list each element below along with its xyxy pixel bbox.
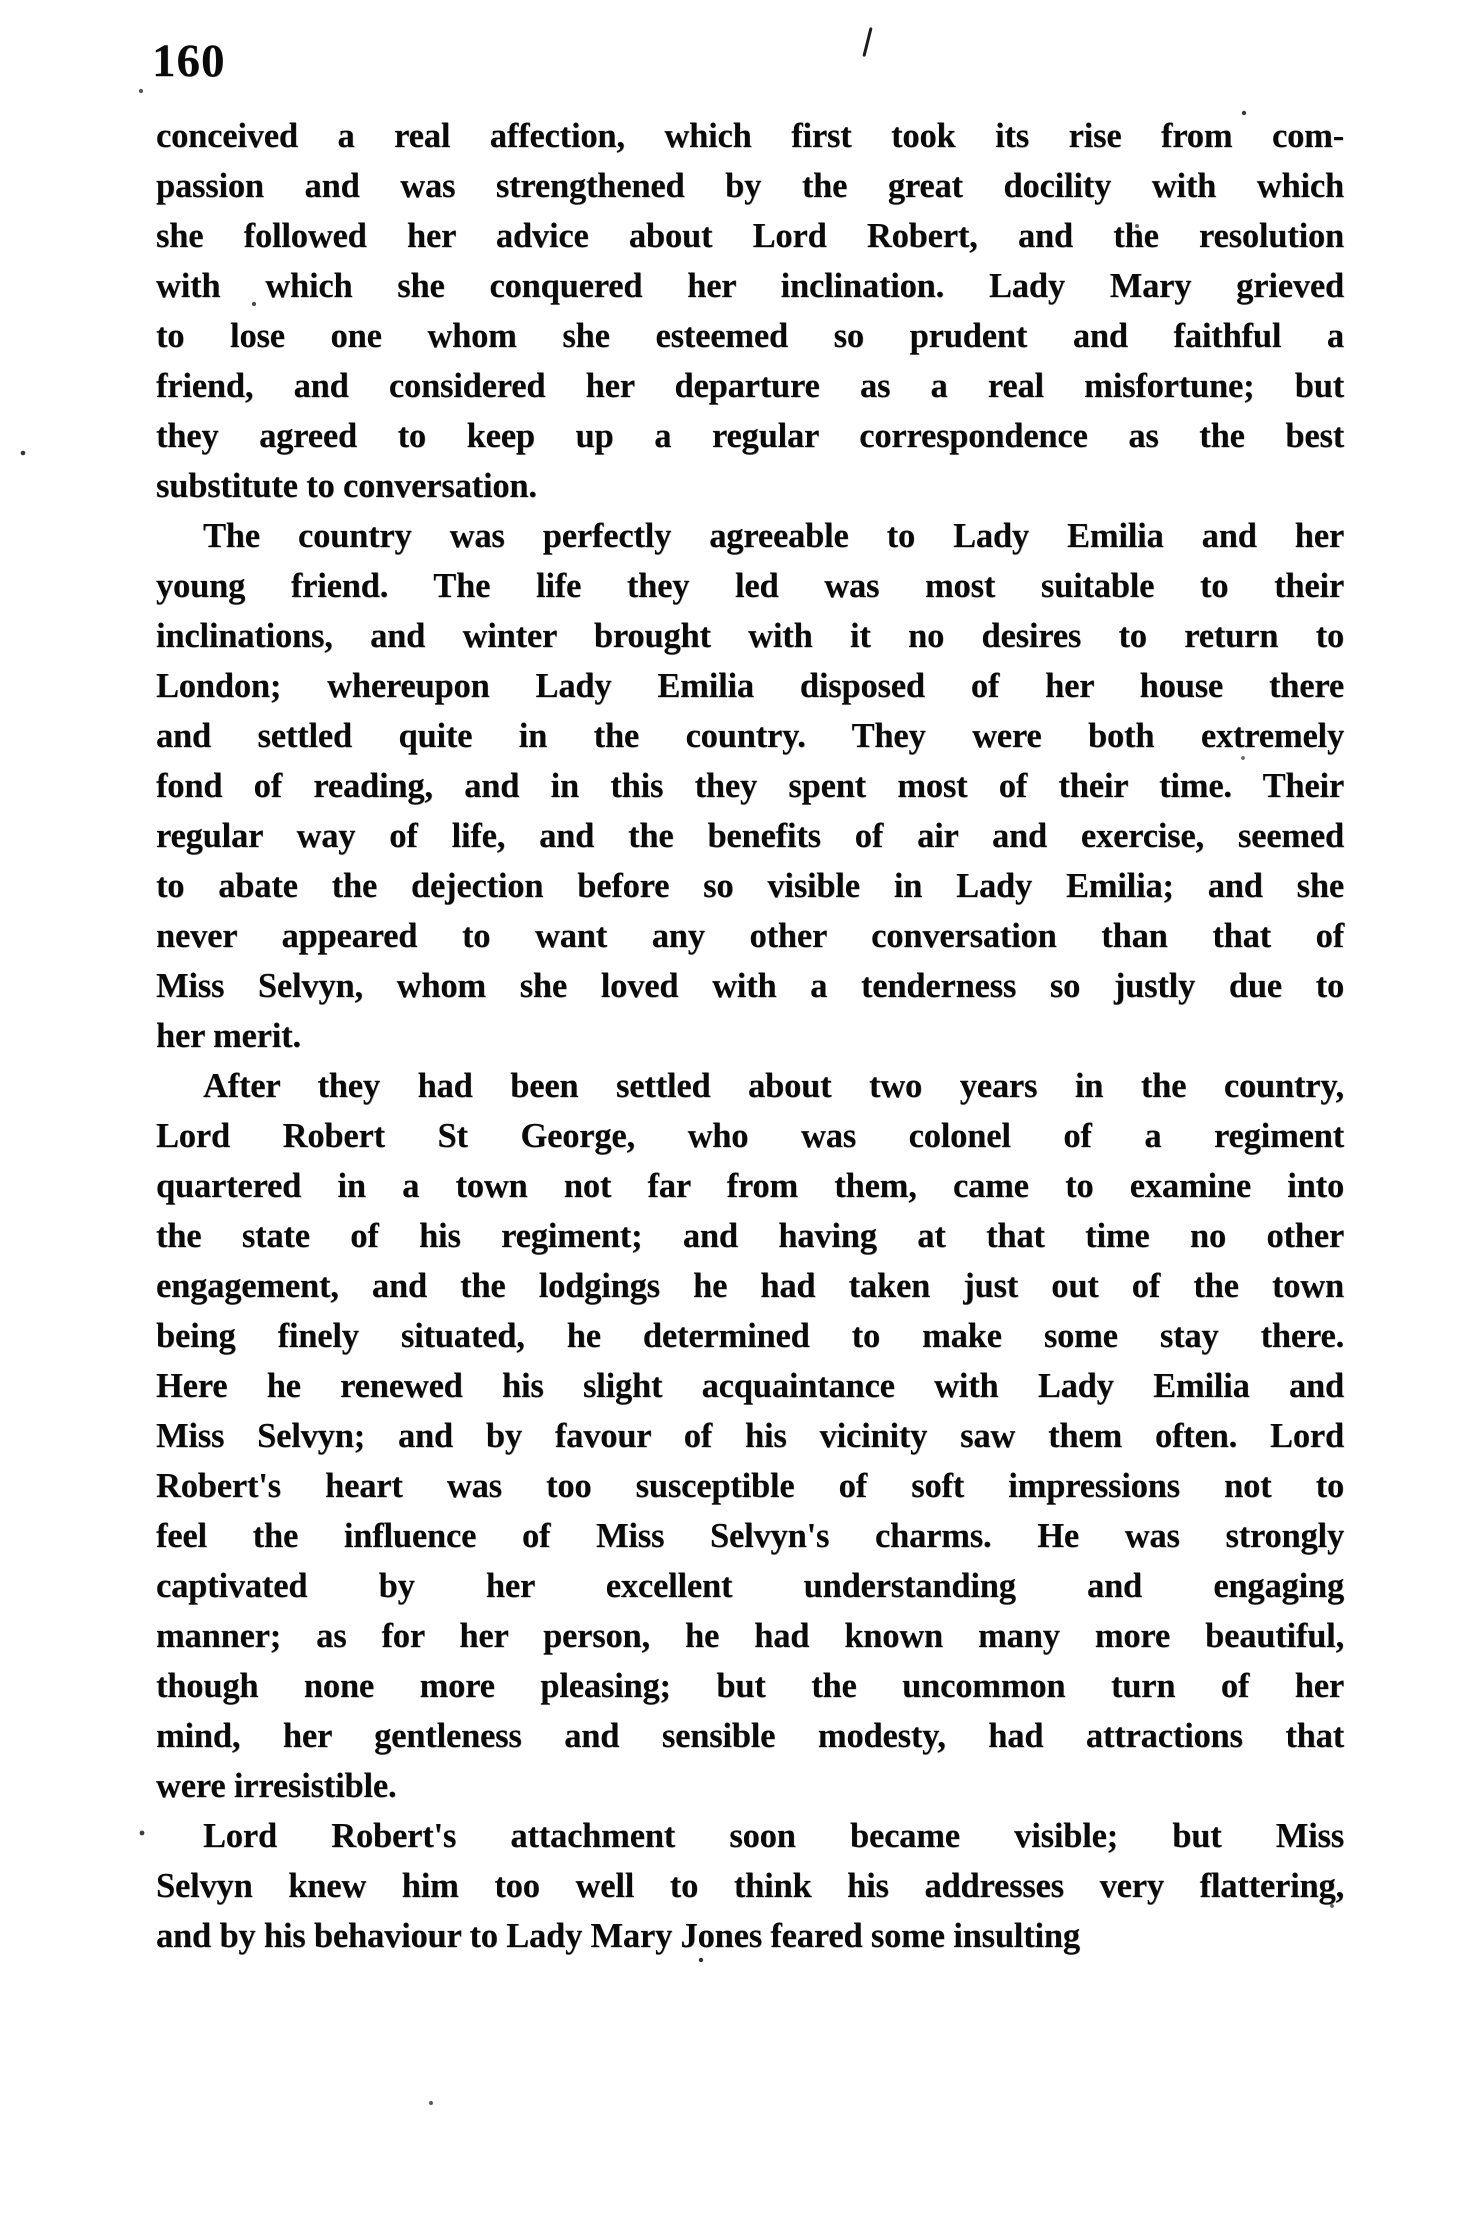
text-line: being finely situated, he determined to make some stay there. — [156, 1317, 1344, 1355]
text-line: The country was perfectly agreeable to Lady Emilia and her — [203, 517, 1344, 555]
text-line: were irresistible. — [156, 1767, 397, 1805]
text-line: quartered in a town not far from them, came to examine into — [156, 1167, 1344, 1205]
text-line: After they had been settled about two years in the country, — [203, 1067, 1344, 1105]
scan-speckles — [0, 0, 2, 2]
text-line: mind, her gentleness and sensible modesty, had attractions that — [156, 1717, 1344, 1755]
text-line: London; whereupon Lady Emilia disposed of her house there — [156, 667, 1344, 705]
scan-artifact-mark — [862, 27, 872, 57]
text-line: passion and was strengthened by the great docility with which — [156, 167, 1344, 205]
paragraph — [156, 511, 1344, 1061]
text-line: Here he renewed his slight acquaintance with Lady Emilia and — [156, 1367, 1344, 1405]
text-line: young friend. The life they led was most suitable to their — [156, 567, 1344, 605]
text-line: with which she conquered her inclination. Lady Mary grieved — [156, 267, 1344, 305]
text-line: Miss Selvyn, whom she loved with a tenderness so justly due to — [156, 967, 1344, 1005]
text-line: never appeared to want any other conversation than that of — [156, 917, 1344, 955]
page-number: 160 — [152, 35, 226, 87]
text-line: she followed her advice about Lord Robert, and the resolution — [156, 217, 1344, 255]
text-block — [156, 111, 1344, 1961]
text-line: manner; as for her person, he had known many more beautiful, — [156, 1617, 1344, 1655]
text-line: captivated by her excellent understanding and engaging — [156, 1567, 1344, 1605]
text-line: substitute to conversation. — [156, 467, 537, 505]
paragraph — [156, 1061, 1344, 1811]
text-line: though none more pleasing; but the uncommon turn of her — [156, 1667, 1344, 1705]
paragraph — [156, 111, 1344, 511]
text-line: feel the influence of Miss Selvyn's charms. He was strongly — [156, 1517, 1344, 1555]
text-line: her merit. — [156, 1017, 301, 1055]
text-line: and settled quite in the country. They were both extremely — [156, 717, 1344, 755]
text-line: to abate the dejection before so visible in Lady Emilia; and she — [156, 867, 1344, 905]
text-line: and by his behaviour to Lady Mary Jones feared some insulting — [156, 1917, 1080, 1955]
text-line: to lose one whom she esteemed so prudent and faithful a — [156, 317, 1344, 355]
text-line: regular way of life, and the benefits of air and exercise, seemed — [156, 817, 1344, 855]
text-line: they agreed to keep up a regular correspondence as the best — [156, 417, 1344, 455]
text-line: engagement, and the lodgings he had taken just out of the town — [156, 1267, 1344, 1305]
text-line: Miss Selvyn; and by favour of his vicinity saw them often. Lord — [156, 1417, 1344, 1455]
paragraph — [156, 1811, 1344, 1961]
text-line: Lord Robert St George, who was colonel of a regiment — [156, 1117, 1344, 1155]
text-line: Lord Robert's attachment soon became visible; but Miss — [203, 1817, 1344, 1855]
text-line: inclinations, and winter brought with it no desires to return to — [156, 617, 1344, 655]
text-line: conceived a real affection, which first took its rise from com- — [156, 117, 1344, 155]
text-line: fond of reading, and in this they spent most of their time. Their — [156, 767, 1344, 805]
text-line: friend, and considered her departure as a real misfortune; but — [156, 367, 1344, 405]
text-line: Robert's heart was too susceptible of soft impressions not to — [156, 1467, 1344, 1505]
text-line: Selvyn knew him too well to think his addresses very flattering, — [156, 1867, 1344, 1905]
text-line: the state of his regiment; and having at that time no other — [156, 1217, 1344, 1255]
